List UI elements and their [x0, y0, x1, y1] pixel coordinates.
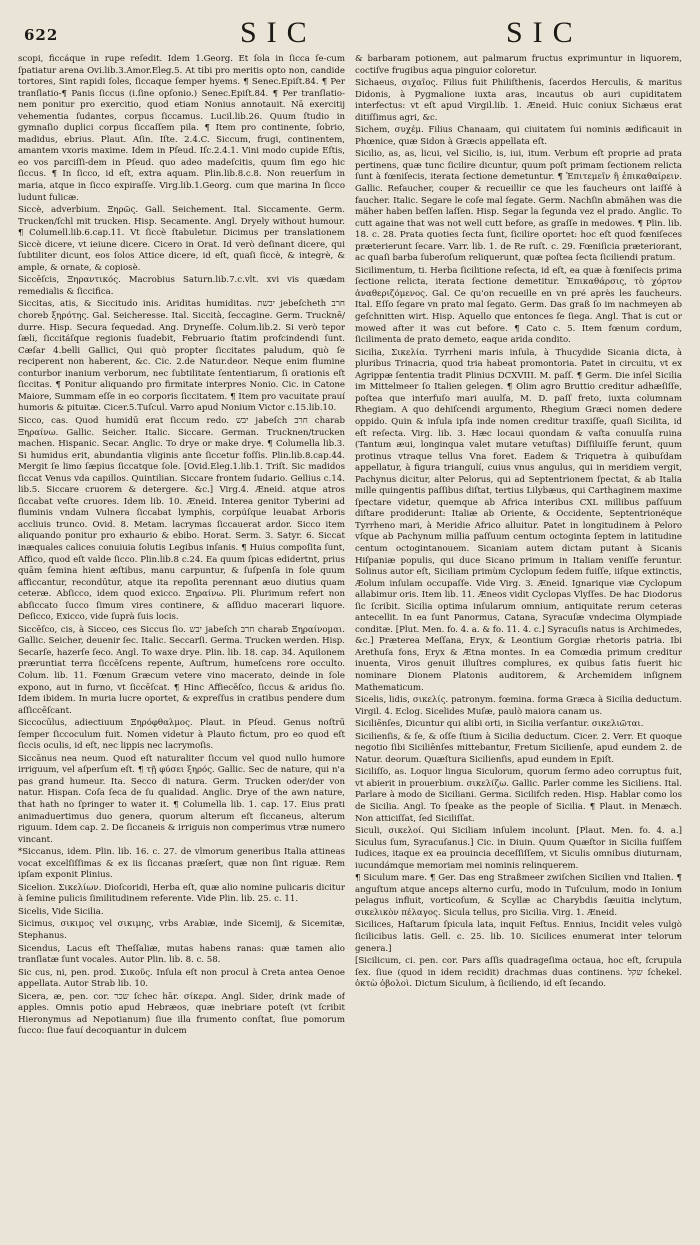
dictionary-entry: & barbaram potionem, aut palmarum fructus exprimuntur in liquorem, coctiſve frugibus aqua pinguior coloretur.	[355, 54, 682, 76]
dictionary-entry: Sicilienſis, & ſe, & oſſe ſtium à Sicilia deductum. Cicer. 2. Verr. Et quoque negotio ſibi Siciliēnſes mittebantur, Fretum Sicilienſe, apud eundem 2. de Natur. deorum. Quæſtura Sicilienſis, apud eundem in Epiſt.	[355, 731, 682, 765]
right-column	[355, 54, 682, 1234]
dictionary-entry: Siciliēnſes, Dicuntur qui alibi orti, in Sicilia verſantur. σικελιῶται.	[355, 719, 644, 730]
dictionary-entry: Sicendus, Lacus eſt Theſſaliæ, mutas habens ranas: quæ tamen alio tranſlatæ ſunt vocales. Autor Plin. lib. 8. c. 58.	[18, 943, 345, 966]
dictionary-entry: [Sicilicum, ci. pen. cor. Pars aſſis quadrageſima octaua, hoc eſt, ſcrupula ſex. ſiue (quod in idem recidit) drachmas duas continens. שקל ſchekel. ὀκτὼ ὀβολοὶ. Dictum Siculum, à ſiciliendo, id eſt ſecando.	[355, 956, 682, 990]
dictionary-entry: Sichem, συχέμ. Filius Chanaam, qui ciuitatem ſui nominis ædificauit in Phœnice, quæ Sidon à Græcis appellata eſt.	[355, 125, 682, 147]
dictionary-entry: Sicco, cas. Quod humidū erat ſiccum redo. יבש jabeſch חרב charab Ξηραίνω. Gallic. Seicher. Italic. Siccare. German. Trucknen/trucken machen. Hispanic. Secar. Anglic. To drye or make drye. ¶ Columella lib.3. Si humidus erit, abundantia vliginis ante ſiccetur foſſis. Plin.lib.8.cap.44. Mergit ſe limo ſæpius ſiccatque ſole. [Ovid.Eleg.1.lib.1. Triſt. Sic madidos ſiccat Venus vda capillos. Quintilian. Siccare frontem ſudario. Gellius c.14. lib.5. Siccare cruorem & detergere. &c.] Virg.4. Æneid. atque atros ſiccabat veſte cruores. Idem lib. 10. Æneid. Interea genitor Tyberini ad fluminis vndam Vulnera ſiccabat lymphis, corpúſque leuabat Arboris accliuis trunco. Ovid. 8. Metam. lacrymas ſiccauerat ardor. Sicco item aliquando ponitur pro exhaurio & ebibo. Horat. Serm. 3. Satyr. 6. Siccat inæquales calices conuiuia ſolutis Legibus inſanis. ¶ Huius compoſita ſunt, Affico, quod eſt valde ſicco. Plin.lib.8 c.24. Ea quum ſpicas edidertnt, prius quām ſemina hient æſtibus, manu carpuntur, & ſuſpenſa in ſole quum afficcantur, recondūtur, atque ita repoſita perennant æuo diutius quam ceteræ. Abſicco, idem quod exicco. Ξηραίνω. Pli. Plurimum refert non abſiccato ſucco ſimum vires continere, & aſſiduo macerari liquore. Deſicco, Exicco, vide ſuprà ſuis locis.	[18, 415, 345, 623]
dictionary-entry: Sicilimentum, ti. Herba ſicilitione reſecta, id eſt, ea quæ à fœniſecis prima ſectione relicta, iterata ſectione demetitur. Ἐπικαθάρσις, τὸ χόρτον ἀναθεριζόμενος. Gal. Ce qu'on recueille en vn pré après les faucheurs. Ital. Eſſo ſegare vn prato mal ſegato. Germ. Das graß ſo im nachmeyen ab geſchnitten wirt. Hisp. Aquello que entonces ſe ſiega. Angl. That is cut or mowed after it was cut before. ¶ Cato c. 5. Item fœnum cordum, ſicilimenta de prato demeto, eaque arida condito.	[355, 265, 682, 346]
dictionary-entry: Siccēſco, cis, à Sicceo, ces Siccus ſio. יבש jabeſch חרב charab Ξηραίνομαι. Gallic. Seicher, deuenir ſec. Italic. Seccarſi. Germa. Trucken werden. Hisp. Secarſe, hazerſe ſeco. Angl. To waxe drye. Plin. lib. 18. cap. 34. Aquilonem præruntiat terra ſiccēſcens repente, Auſtrum, humeſcens rore occulto. Colum. lib. 11. Fœnum Græcum vetere vino macerato, deinde in ſole expono, aut in furno, vt ſiccēſcat. ¶ Hinc Affiecēſco, ſiccus & aridus ſio. Idem ibidem. In muria lucre oportet, & expreſſus in cratibus pendere dum aſſiccēſcant.	[18, 624, 345, 716]
dictionary-entry: Siculi, σικελοί. Qui Siciliam inſulem incolunt. [Plaut. Men. fo. 4. a.] Siculus ſum, Syracuſanus.] Cic. in Diuin. Quum Quæſtor in Sicilia fuiſſem Iudices, itaque ex ea prouincia deceſſiſſem, vt Siculis omnibus diuturnam, iucundámque memoriam mei nominis relinquerem.	[355, 826, 682, 871]
text-columns	[18, 54, 682, 1234]
dictionary-entry: Siciliſſo, as. Loquor lingua Siculorum, quorum ſermo adeo corruptus fuit, vt abierit in prouerbium. σικελίζω. Gallic. Parler comme les Siciliens. Ital. Parlare à modo de Siciliani. Germa. Sicilifch reden. Hisp. Hablar como los de Sicilia. Angl. To ſpeake as the people of Sicilia. ¶ Plaut. in Menæch. Non atticiſſat, ſed Siciliſſat.	[355, 767, 682, 824]
page-number: 622	[24, 26, 59, 44]
dictionary-entry: Sicelis, lidis, σικελίς. patronym. fœmina. forma Græca à Sicilia deductum. Virgil. 4. Eclog. Sicelides Muſæ, paulò maiora canam us.	[355, 695, 682, 717]
dictionary-entry: Sic cus, ni, pen. prod. Σικοῦς. Inſula eſt non procul à Creta antea Oenoe appellata. Autor Strab lib. 10.	[18, 967, 345, 990]
dictionary-entry: Sicera, æ, pen. cor. שכר ſchec hār. σίκερα. Angl. Sider, drink made of apples. Omnis potio apud Hebræos, quæ inebriare poteſt (vt ſcribit Hieronymus ad Nepotianum) ſiue illa frumento conſtat, ſiue pomorum ſucco: ſiue fauí decoquantur in dulcem	[18, 991, 345, 1037]
dictionary-entry: ¶ Siculum mare. ¶ Ger. Das eng Straßmeer zwiſchen Sicilien vnd Italien. ¶ anguſtum atque anceps alterno curſu, modo in Tuſculum, modo in Ionium pelagus influit, vorticoſum, & Scyllæ ac Charybdis ſæuitia inclytum, σικελικὸν πέλαγος. Sicula tellus, pro Sicilia. Virg. 1. Æneid.	[355, 873, 682, 918]
running-head-left: SIC	[240, 16, 317, 49]
left-column	[18, 54, 345, 1234]
dictionary-entry: Sicilices, Haſtarum ſpicula lata, inquit Feſtus. Ennius, Incidit veles vulgò ſicilicibus latis. Gell. c. 25. lib. 10. Sicilices enumerat inter telorum genera.]	[355, 920, 682, 954]
dictionary-entry: Sicilia, Σικελία. Tyrrheni maris inſula, à Thucydide Sicania dicta, à pluribus Trinacria, quod tria habeat promontoria. Patet in circuitu, vt ex Agrippæ ſententia tradit Plinius DCXVIII. M. paſſ. ¶ Germ. Die inſel Sicilia im Mittelmeer ſo Italien gelegen. ¶ Olim agro Bruttio creditur adhæſiſſe, poſtea que interfuſo mari auulſa, M. D. paſſ freto, iuxta columnam Rhegiam. A quo dehiſcendi argumento, Rhegium Græci nomen dedere oppido. Quin & inſula ipſa inde nomen creditur traxiſſe, quaſi Sicilita, id eſt reſecta. Virg. lib. 3. Hæc locaui quondam & vaſta conuulſa ruina (Tantum æui, longinqua valet mutare vetuſtas) Diſſiluiſſe ferunt, quum protinus vtraque tellus Vna foret. Eadem & Triquetra à quibuſdam appellatur, à figura triangulí, cuius vnus angulus, qui in meridiem vergit, Pachynus dicitur, alter Pelorus, qui ad Septentrionem ſpectat, & ab Italia mille quingentis paſſibus diſtat, tertius Lilybæus, qui Carthaginem maxime ſpectare videtur, quemque ab Africa interibus CXL millibus paſſuum diſtare prodiderunt: Italiæ ab Oriente, & Occidente, Septentrionéque Tyrrheno mari, à Meridie Africo alluitur. Patet in longitudinem à Peloro vſque ab Pachynum millia paſſuum centum octoginta ſeptem in latitudine centum octogintanouem. Sicaniam autem dictam putant à Sicanis Hiſpaniæ populis, qui duce Sicano primum in Italiam veniſſe feruntur. Solinus autor eſt, Siciliam primùm Cyclopum ſedem fuiſſe, iiſque extinctis, Æolum inſulam occupaſſe. Vide Virg. 3. Æneid. Ignarique viæ Cyclopum allabimur oris. Item lib. 11. Æneos vidit Cyclopas Vlyſſes. De hac Diodorus ſic ſcribit. Sicilia optima inſularum omnium, antiquitate rerum ceteras antecellit. In ea ſunt Panormus, Catana, Syracuſæ vndecima Olympiade conditæ. [Plut. Men. fo. 4. a. & fo. 11. 4. c.] Syracuſis natus is Archimedes, &c.] Præterea Meſſana, Eryx, & Leontium Gorgiæ rhetoris patria. Ibi Arethuſa fons, Eryx & Ætna montes. In ea Comœdia primum creditur inuenta, Viros genuit illuſtres complures, ex quibus ſatis fuerit hic nominare Dionem Platonis auditorem, & Archemidem inſignem Mathematicum.	[355, 347, 682, 693]
page-header	[18, 16, 682, 50]
dictionary-entry: Sicimus, σικιμος vel σικιμης, vrbs Arabiæ, inde Sicemij, & Sicemitæ, Stephanus.	[18, 919, 345, 942]
dictionary-entry: *Siccanus, idem. Plin. lib. 16. c. 27. de vlmorum generibus Italia attineas vocat excelſiſſimas & ex iis ſiccanas præſert, quæ non ſint riguæ. Rem ipſam exponit Plinius.	[18, 847, 345, 881]
dictionary-entry: Sicelis, Vide Sicilia.	[18, 906, 104, 917]
running-head-right: SIC	[506, 16, 583, 49]
dictionary-entry: Sicelion. Σικελίων. Dioſcoridi, Herba eſt, quæ alio nomine pulicaris dicitur à ſemine pulicis ſimilitudinem referente. Vide Plin. lib. 25. c. 11.	[18, 882, 345, 905]
dictionary-entry: Siccitas, atis, & Siccitudo inis. Ariditas humiditas. יבשת jebeſcheth חרב choreb ξηρότης. Gal. Seicheresse. Ital. Siccità, ſeccagine. Germ. Trucknē/ durre. Hisp. Secura ſequedad. Ang. Dryneſſe. Colum.lib.2. Si verò tepor ſæli, ſiccitáſque regionis ſuadebit, Februario ſtatim profcindendi ſunt. Cæſar 4.belli Gallici, Qui quò propter ſiccitates paludum, quò ſe reciperent non haberent, &c. Cic. 2.de Natur.deor. Neque enim flumine conturbor inanium verborum, nec ſubtilitate ſententiarum, ſi orationis eſt ſiccitas. ¶ Ponitur aliquando pro firmitate interpres Nonio. Cic. in Catone Maiore, Summam eſſe in eo corporis ſiccitatem. ¶ Item pro vacuitate prauí humoris & pituitæ. Cicer.5.Tuſcul. Varro apud Nonium Victor c.15.lib.10.	[18, 299, 345, 414]
dictionary-entry: scopi, ficcáque in rupe reſedit. Idem 1.Georg. Et ſola in ſicca ſe-cum ſpatiatur arena Ovi.lib.3.Amor.Eleg.5. At tibi pro meritis opto non, candide tortores, Sint rapidi ſoles, ſiccaque ſemper hyems. ¶ Senec.Epiſt.84. ¶ Per tranſlatio-¶ Panis ſiccus (i.ſine opſonio.) Senec.Epiſt.84. ¶ Per tranſlatio-nem ponitur pro exercitio, quod etiam Nonius annotauit. Nā exercitij vehementia ſudantes, corpus ſiccamus. Lucil.lib.26. Quum ſtudio in gymnaſio duplici corpus ſiccaſſem pila. ¶ Item pro continente, ſobrio, madidus, ebrius. Plaut. Aſin. Iſte. 2.4.C. Siccum, frugi, continentem, amantem vxoris maxime. Idem in Pſeud. Iſc.2.4.1. Vini modo cupide Eſtis, eo vos parciſſi-dem in Pſeud. quo adeo madeſcitis, quum ſim ego hic ſiccus. ¶ In ſicco, id eſt, extra aquam. Plin.lib.8.c.8. Non reuerſum in maria, atque in ſicco expiraſſe. Virg.lib.1.Georg. cum que marina In ſicco ludunt fulicæ.	[18, 54, 345, 203]
dictionary-entry: Sichaeus, σιχαῖος. Filius fuit Philiſthenis, ſacerdos Herculis, & maritus Didonis, à Pygmalione iuxta aras, incautus ob auri cupiditatem interfectus: vt eſt apud Virgil.lib. 1. Æneid. Huic coniux Sichæus erat ditiſſimus agri, &c.	[355, 78, 682, 123]
dictionary-entry: Siccānus nea neum. Quod eſt naturaliter ſiccum vel quod nullo humore irriguum, vel aſperſum eſt. ¶ τῇ φύσει ξηρός. Gallic. Sec de nature, qui n'a pas grand humeur. Ita. Secco di natura. Germ. Trucken oder/der von natur. Hispan. Coſa ſeca de ſu qualidad. Anglic. Drye of the awn nature, that hath no ſpringer to water it. ¶ Columella lib. 1. cap. 17. Eius prati animaduertimus duo genera, quorum alterum eſt ſiccaneus, alterum riguum. Idem cap. 2. De ſiccaneis & irriguis non comperimus vtræ numero vincant.	[18, 753, 345, 845]
dictionary-entry: Sicilio, as, as, licui, vel Sicilio, is, iui, itum. Verbum eſt proprie ad prata pertinens, quæ tunc ſicilire dicuntur, quum poſt primam ſectionem relicta ſunt à fœniſecis, iterata ſectione demetuntur. ¶ Ἐπιτεμεῖν ἢ ἐπικαθαίρειν. Gallic. Refaucher, couper & recueillir ce que les faucheurs ont laiſſé à faucher. Italic. Segare le coſe mal ſegate. Germ. Nachſin abmähen was die mäher haben beſſen laſſen. Hisp. Segar la ſegunda vez el prado. Anglic. To cutt againe that was not well cutt before, as graſſe in medowes. ¶ Plin. lib. 18. c. 28. Prata quoties ſecta ſunt, ſicilire oportet: hoc eſt quod fœniſeces præterierunt ſecare. Varr. lib. 1. de Re ruſt. c. 29. Fœniſicia præteriorant, ac quaſi barba ſuberoſum reliquerunt, quæ poſtea ſecta ſiciliendi pratum.	[355, 149, 682, 264]
dictionary-entry: Siccēſcis, Ξηραντικός. Macrobius Saturn.lib.7.c.vlt. xvi vis quædam remedialis & ſiccifica.	[18, 275, 345, 297]
dictionary-entry: Siccè, adverbium. Ξηρῶς. Gall. Seichement. Ital. Siccamente. Germ. Trucken/ſchl mit trucken. Hisp. Secamente. Angl. Dryely without humour. ¶ Columell.lib.6.cap.11. Vt ſiccè ſtabuletur. Dicimus per translationem Siccè dicere, vt ieiune dicere. Cicero in Orat. Id verò deſinant dicere, qui ſubtiliter dicunt, eos ſolos Attice dicere, id eſt, quaſi ſiccè, & integrè, & ample, & ornate, & copiosè.	[18, 205, 345, 273]
dictionary-entry: Siccocūlus, adiectiuum Ξηρόφθαλμος. Plaut. in Pſeud. Genus noſtrū ſemper ſiccoculum fuit. Nomen videtur à Plauto fictum, pro eo quod eſt ſiccis oculis, id eſt, nec lippis nec lacrymoſis.	[18, 718, 345, 752]
